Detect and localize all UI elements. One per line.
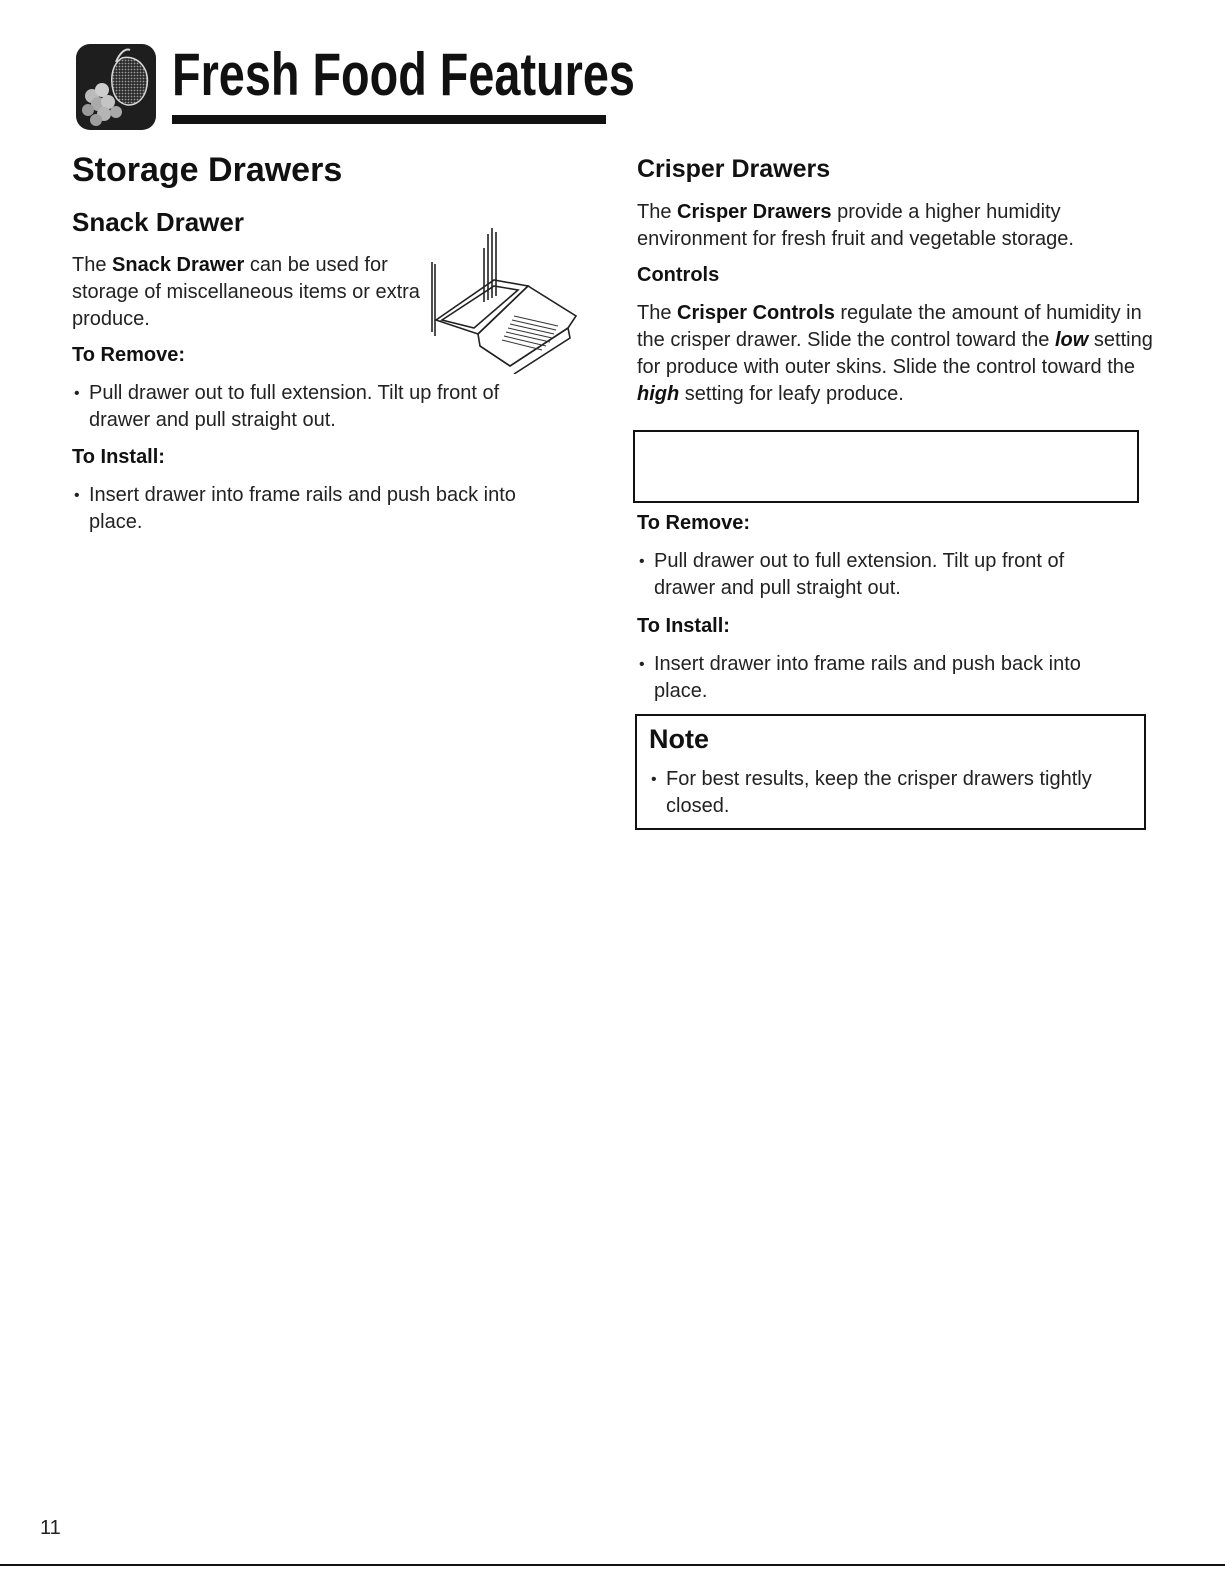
snack-remove-steps <box>72 380 532 434</box>
section-title-crisper-drawers: Crisper Drawers <box>637 155 831 183</box>
note-list <box>649 766 1129 820</box>
list-item: • Insert drawer into frame rails and push back into place. <box>72 482 562 536</box>
crisper-remove-label: To Remove: <box>637 512 750 534</box>
crisper-install-steps <box>637 651 1117 705</box>
note-title: Note <box>649 724 709 754</box>
snack-install-steps <box>72 482 562 536</box>
list-item: • Pull drawer out to full extension. Tilt up front of drawer and pull straight out. <box>72 380 532 434</box>
list-item: • Insert drawer into frame rails and push back into place. <box>637 651 1117 705</box>
section-title-storage-drawers: Storage Drawers <box>72 151 343 189</box>
list-item: • For best results, keep the crisper drawers tightly closed. <box>649 766 1129 820</box>
crisper-remove-steps <box>637 548 1117 602</box>
controls-label: Controls <box>637 264 720 286</box>
list-item: • Pull drawer out to full extension. Tilt up front of drawer and pull straight out. <box>637 548 1117 602</box>
snack-drawer-description: The Snack Drawer can be used for storage of miscellaneous items or extra produce. <box>72 254 420 330</box>
snack-install-label: To Install: <box>72 446 165 468</box>
page-title: Fresh Food Features <box>172 41 635 108</box>
empty-framed-box <box>633 430 1139 503</box>
snack-remove-label: To Remove: <box>72 344 185 366</box>
controls-description: The Crisper Controls regulate the amount of humidity in the crisper drawer. Slide the control toward the low setting for produce with outer skins. Slide the control toward the high setting for leafy produce. <box>637 302 1153 405</box>
snack-drawer-illustration <box>418 224 588 374</box>
crisper-drawers-description: The Crisper Drawers provide a higher humidity environment for fresh fruit and vegetable storage. <box>637 201 1074 250</box>
page-number: 11 <box>40 1517 61 1539</box>
title-underline <box>172 115 606 124</box>
bottom-rule <box>0 1564 1225 1566</box>
note-box <box>635 714 1146 830</box>
fruit-logo-icon <box>76 44 156 130</box>
crisper-install-label: To Install: <box>637 615 730 637</box>
subsection-title-snack-drawer: Snack Drawer <box>72 207 244 237</box>
